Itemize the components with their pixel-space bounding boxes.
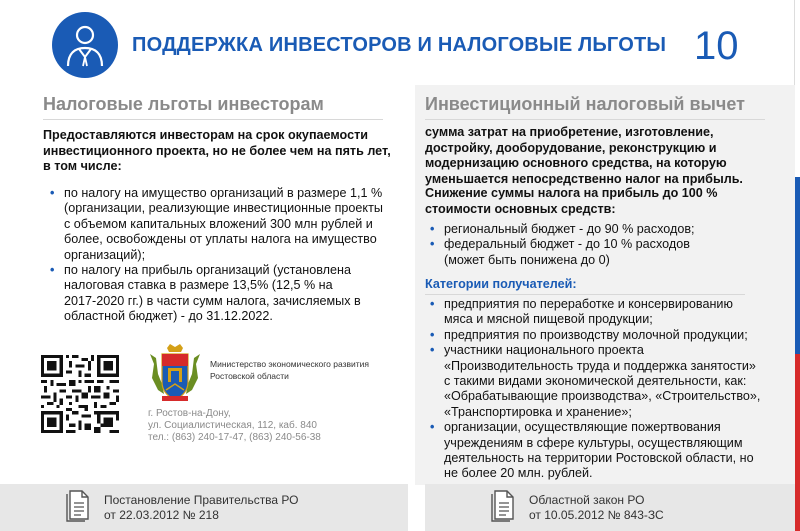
left-footer-reference: Постановление Правительства РО от 22.03.2012 № 218 xyxy=(104,493,299,522)
reduction-bullet-list xyxy=(428,222,768,268)
rostov-coat-of-arms-icon xyxy=(148,344,202,402)
right-footer-panel xyxy=(425,484,795,531)
page-title: ПОДДЕРЖКА ИНВЕСТОРОВ И НАЛОГОВЫЕ ЛЬГОТЫ xyxy=(132,34,667,56)
list-item: • предприятия по переработке и консервированию мяса и мясной пищевой продукции; xyxy=(428,297,778,328)
header xyxy=(52,12,752,82)
list-item: • по налогу на прибыль организаций (установлена налоговая ставка в размере 13,5% (12,5 % на 2017-2020 гг.) в части сумм налога, зачисляемых в областной бюджет) - до 31.12.2022. xyxy=(48,263,398,325)
left-section-title: Налоговые льготы инвесторам xyxy=(43,94,324,114)
categories-divider xyxy=(425,294,745,295)
document-icon xyxy=(66,490,90,522)
investor-person-icon xyxy=(52,12,118,78)
reduction-title: Снижение суммы налога на прибыль до 100 % стоимости основных средств: xyxy=(425,186,718,216)
contact-address: г. Ростов-на-Дону, ул. Социалистическая, 112, каб. 840 тел.: (863) 240-17-47, (863) 240-56-38 xyxy=(148,408,321,444)
right-lead-text: сумма затрат на приобретение, изготовление, достройку, дооборудование, реконструкцию и модернизацию основного средства, на которую уменьшается непосредственно налог на прибыль. xyxy=(425,125,743,186)
ministry-name: Министерство экономического развития Ростовской области xyxy=(210,359,370,381)
left-footer-panel xyxy=(0,484,408,531)
list-item: • федеральный бюджет - до 10 % расходов (может быть понижена до 0) xyxy=(428,237,768,268)
categories-bullet-list xyxy=(428,297,778,482)
list-item: • организации, осуществляющие пожертвования учреждениям в сфере культуры, осуществляющим деятельность на территории Ростовской области, но не более 20 млн. рублей. xyxy=(428,420,778,482)
right-section-title: Инвестиционный налоговый вычет xyxy=(425,94,745,114)
right-title-divider xyxy=(425,119,765,120)
qr-code-icon xyxy=(41,355,119,433)
list-item: • по налогу на имущество организаций в размере 1,1 % (организации, реализующие инвестиционные проекты с объемом капитальных вложений 300 млн рублей и более, освобождены от уплаты налога на имущество организаций); xyxy=(48,186,398,263)
list-item: • участники национального проекта «Производительность труда и поддержка занятости» с такими видами экономической деятельности, как: «Обрабатывающие производства», «Строительство», «Транспортировка и хранение»; xyxy=(428,343,778,420)
list-item: • предприятия по производству молочной продукции; xyxy=(428,328,778,343)
left-lead-text: Предоставляются инвесторам на срок окупаемости инвестиционного проекта, но не более чем на пять лет, в том числе: xyxy=(43,128,391,173)
left-title-divider xyxy=(43,119,383,120)
left-bullet-list xyxy=(48,186,398,325)
categories-title: Категории получателей: xyxy=(425,277,577,291)
list-item: • региональный бюджет - до 90 % расходов; xyxy=(428,222,768,237)
document-icon xyxy=(491,490,515,522)
right-footer-reference: Областной закон РО от 10.05.2012 № 843-ЗС xyxy=(529,493,664,522)
page-number: 10 xyxy=(694,24,739,68)
